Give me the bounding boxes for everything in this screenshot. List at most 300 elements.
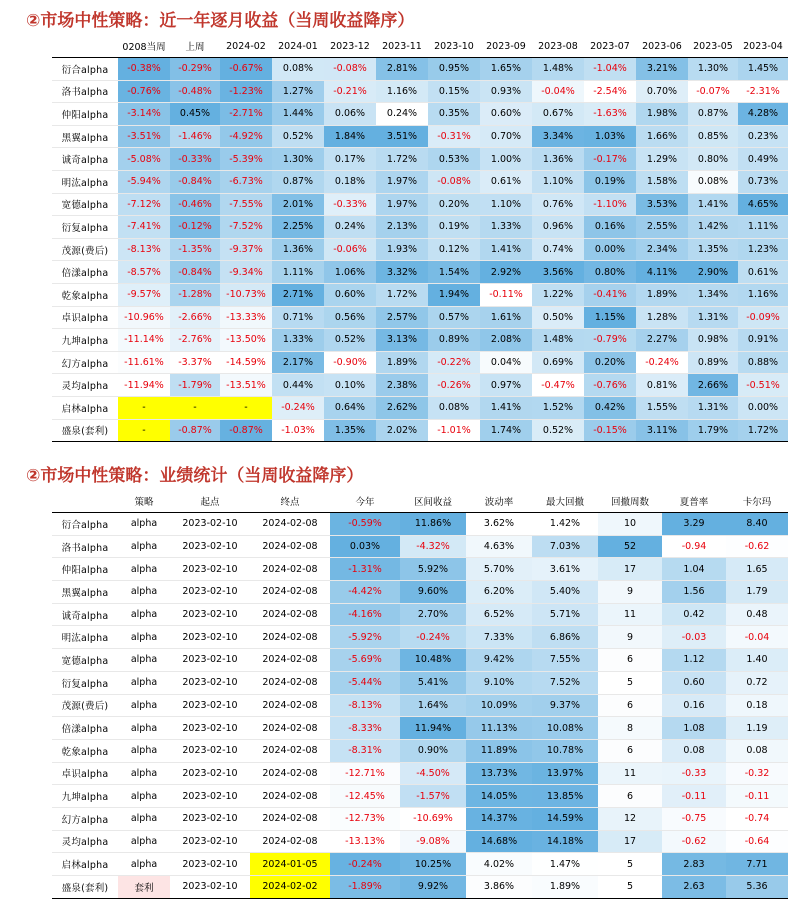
fund-name: 盛泉(套利) bbox=[52, 419, 118, 442]
table-cell: alpha bbox=[118, 558, 170, 581]
table-cell: 1.54% bbox=[428, 261, 480, 284]
table-cell: 0.24% bbox=[324, 216, 376, 239]
table-cell: 0.87% bbox=[272, 170, 324, 193]
table-cell: 0.45% bbox=[170, 103, 220, 126]
table-cell: 2023-02-10 bbox=[170, 671, 250, 694]
table-cell: -9.57% bbox=[118, 283, 170, 306]
fund-name: 倍漾alpha bbox=[52, 261, 118, 284]
table-cell: 3.51% bbox=[376, 125, 428, 148]
table-cell: 5 bbox=[598, 876, 662, 899]
table-cell: 1.12 bbox=[662, 649, 726, 672]
column-header: 2023-11 bbox=[376, 35, 428, 58]
table-cell: 0.08% bbox=[428, 396, 480, 419]
table-cell: 0.08 bbox=[726, 739, 788, 762]
table-cell: 9 bbox=[598, 626, 662, 649]
table-cell: 1.61% bbox=[480, 306, 532, 329]
table-cell: -0.11 bbox=[726, 785, 788, 808]
table-cell: 2024-02-08 bbox=[250, 649, 330, 672]
table-cell: 0.42 bbox=[662, 603, 726, 626]
table-row bbox=[52, 80, 788, 103]
table-cell: 0.74% bbox=[532, 238, 584, 261]
column-header: 策略 bbox=[118, 490, 170, 513]
column-header: 卡尔玛 bbox=[726, 490, 788, 513]
table-cell: -0.33% bbox=[170, 148, 220, 171]
table-cell: -5.94% bbox=[118, 170, 170, 193]
table-cell: -0.46% bbox=[170, 193, 220, 216]
table-cell: -0.24% bbox=[330, 853, 400, 876]
table-cell: 0.57% bbox=[428, 306, 480, 329]
table-cell: 2.01% bbox=[272, 193, 324, 216]
table-cell: 0.03% bbox=[330, 535, 400, 558]
table-cell: 0.90% bbox=[400, 739, 466, 762]
fund-name: 洛书alpha bbox=[52, 535, 118, 558]
table-cell: 1.33% bbox=[480, 216, 532, 239]
table-row bbox=[52, 148, 788, 171]
table-cell: 0.60 bbox=[662, 671, 726, 694]
column-header: 波动率 bbox=[466, 490, 532, 513]
table-cell: 11.89% bbox=[466, 739, 532, 762]
table-cell: 0.08 bbox=[662, 739, 726, 762]
table-cell: 2024-02-02 bbox=[250, 876, 330, 899]
table-row bbox=[52, 694, 788, 717]
table-cell: 2024-02-08 bbox=[250, 603, 330, 626]
table-cell: 1.72% bbox=[376, 148, 428, 171]
table-cell: -5.08% bbox=[118, 148, 170, 171]
fund-name: 盛泉(套利) bbox=[52, 876, 118, 899]
fund-name: 茂源(费后) bbox=[52, 238, 118, 261]
table-cell: 9 bbox=[598, 581, 662, 604]
table-cell: 10.78% bbox=[532, 739, 598, 762]
table-cell: 2.13% bbox=[376, 216, 428, 239]
table-cell: 7.52% bbox=[532, 671, 598, 694]
table-cell: 17 bbox=[598, 830, 662, 853]
table-cell: -10.73% bbox=[220, 283, 272, 306]
table-cell: 9.10% bbox=[466, 671, 532, 694]
table-cell: 0.76% bbox=[532, 193, 584, 216]
fund-name: 明汯alpha bbox=[52, 170, 118, 193]
table-cell: -8.13% bbox=[118, 238, 170, 261]
table-cell: -1.01% bbox=[428, 419, 480, 442]
table-cell: -10.69% bbox=[400, 807, 466, 830]
table-cell: 2024-02-08 bbox=[250, 671, 330, 694]
column-header: 2023-07 bbox=[584, 35, 636, 58]
table-cell: 1.44% bbox=[272, 103, 324, 126]
fund-name: 卓识alpha bbox=[52, 306, 118, 329]
table-cell: 6 bbox=[598, 649, 662, 672]
table-cell: 3.56% bbox=[532, 261, 584, 284]
fund-name: 乾象alpha bbox=[52, 739, 118, 762]
table-cell: 1.89% bbox=[532, 876, 598, 899]
table-cell: 0.35% bbox=[428, 103, 480, 126]
table-cell: 14.18% bbox=[532, 830, 598, 853]
table-cell: 2024-02-08 bbox=[250, 717, 330, 740]
table-cell: 3.34% bbox=[532, 125, 584, 148]
column-header: 终点 bbox=[250, 490, 330, 513]
table-cell: 5.92% bbox=[400, 558, 466, 581]
table-cell: 1.41% bbox=[688, 193, 738, 216]
column-header: 2023-04 bbox=[738, 35, 788, 58]
table-cell: 2023-02-10 bbox=[170, 853, 250, 876]
table-cell: -4.16% bbox=[330, 603, 400, 626]
table-cell: 3.53% bbox=[636, 193, 688, 216]
table-cell: 0.44% bbox=[272, 374, 324, 397]
table-cell: 4.28% bbox=[738, 103, 788, 126]
table-cell: 2024-02-08 bbox=[250, 694, 330, 717]
column-header: 2023-06 bbox=[636, 35, 688, 58]
table-cell: -0.74 bbox=[726, 807, 788, 830]
fund-name: 衍合alpha bbox=[52, 58, 118, 81]
table-cell: alpha bbox=[118, 513, 170, 536]
table-cell: alpha bbox=[118, 535, 170, 558]
table-cell: 0.89% bbox=[428, 329, 480, 352]
table-cell: 1.64% bbox=[400, 694, 466, 717]
table-cell: 2023-02-10 bbox=[170, 762, 250, 785]
table-cell: 5.40% bbox=[532, 581, 598, 604]
table-cell: -1.28% bbox=[170, 283, 220, 306]
table-cell: 1.48% bbox=[532, 58, 584, 81]
table-row bbox=[52, 103, 788, 126]
table-cell: 0.56% bbox=[324, 306, 376, 329]
table-cell: 14.05% bbox=[466, 785, 532, 808]
fund-name: 九坤alpha bbox=[52, 329, 118, 352]
table-cell: 13.85% bbox=[532, 785, 598, 808]
table-cell: 1.03% bbox=[584, 125, 636, 148]
table-cell: -0.64 bbox=[726, 830, 788, 853]
table-row bbox=[52, 238, 788, 261]
table-cell: 0.69% bbox=[532, 351, 584, 374]
table-cell: -1.57% bbox=[400, 785, 466, 808]
table-cell: 2.90% bbox=[688, 261, 738, 284]
fund-name: 灵均alpha bbox=[52, 374, 118, 397]
table-cell: 14.37% bbox=[466, 807, 532, 830]
table-cell: alpha bbox=[118, 762, 170, 785]
table-cell: 1.11% bbox=[738, 216, 788, 239]
table-cell: -5.39% bbox=[220, 148, 272, 171]
table-cell: 1.65% bbox=[480, 58, 532, 81]
fund-name: 启林alpha bbox=[52, 853, 118, 876]
fund-name: 仲阳alpha bbox=[52, 558, 118, 581]
table-cell: -13.50% bbox=[220, 329, 272, 352]
table-cell: 1.23% bbox=[738, 238, 788, 261]
table-cell: 12 bbox=[598, 807, 662, 830]
column-header: 最大回撤 bbox=[532, 490, 598, 513]
table-cell: 2023-02-10 bbox=[170, 830, 250, 853]
table-cell: -0.76% bbox=[118, 80, 170, 103]
table-cell: -0.32 bbox=[726, 762, 788, 785]
table-cell: 5 bbox=[598, 671, 662, 694]
table-cell: -3.14% bbox=[118, 103, 170, 126]
table-cell: 1.52% bbox=[532, 396, 584, 419]
table-cell: 0.73% bbox=[738, 170, 788, 193]
table-cell: -5.44% bbox=[330, 671, 400, 694]
column-header: 2024-01 bbox=[272, 35, 324, 58]
table-cell: - bbox=[220, 396, 272, 419]
table-cell: 1.72% bbox=[738, 419, 788, 442]
table-row bbox=[52, 283, 788, 306]
table-cell: 6.20% bbox=[466, 581, 532, 604]
table-cell: -10.96% bbox=[118, 306, 170, 329]
table-cell: 1.16% bbox=[376, 80, 428, 103]
table-cell: 0.19% bbox=[428, 216, 480, 239]
table-cell: 1.74% bbox=[480, 419, 532, 442]
table-cell: 1.42% bbox=[688, 216, 738, 239]
table-cell: 17 bbox=[598, 558, 662, 581]
table-cell: 52 bbox=[598, 535, 662, 558]
table-cell: 2.02% bbox=[376, 419, 428, 442]
table-cell: 7.03% bbox=[532, 535, 598, 558]
table-cell: -0.90% bbox=[324, 351, 376, 374]
table-row bbox=[52, 762, 788, 785]
table-cell: -13.33% bbox=[220, 306, 272, 329]
fund-name: 九坤alpha bbox=[52, 785, 118, 808]
table-cell: -4.42% bbox=[330, 581, 400, 604]
table-cell: -0.33% bbox=[324, 193, 376, 216]
column-header: 起点 bbox=[170, 490, 250, 513]
table-cell: alpha bbox=[118, 785, 170, 808]
table-cell: 0.23% bbox=[738, 125, 788, 148]
table1-title: ②市场中性策略：近一年逐月收益（当周收益降序） bbox=[26, 11, 415, 31]
table-cell: 3.13% bbox=[376, 329, 428, 352]
table-cell: -11.94% bbox=[118, 374, 170, 397]
table-cell: 0.16% bbox=[584, 216, 636, 239]
table-cell: 11 bbox=[598, 762, 662, 785]
table-cell: 2024-01-05 bbox=[250, 853, 330, 876]
column-header: 2023-05 bbox=[688, 35, 738, 58]
table-cell: -1.46% bbox=[170, 125, 220, 148]
table-row bbox=[52, 671, 788, 694]
table-header-row bbox=[52, 35, 788, 58]
table-cell: 2.08% bbox=[480, 329, 532, 352]
table-cell: -0.67% bbox=[220, 58, 272, 81]
table-cell: 0.53% bbox=[428, 148, 480, 171]
table-cell: 2023-02-10 bbox=[170, 807, 250, 830]
table-cell: 1.30% bbox=[688, 58, 738, 81]
table-cell: 0.61% bbox=[480, 170, 532, 193]
table-cell: -4.92% bbox=[220, 125, 272, 148]
table-cell: 4.11% bbox=[636, 261, 688, 284]
table-cell: 11.94% bbox=[400, 717, 466, 740]
table-cell: 4.02% bbox=[466, 853, 532, 876]
table-cell: 1.58% bbox=[636, 170, 688, 193]
table-cell: 0.64% bbox=[324, 396, 376, 419]
table-cell: 1.11% bbox=[272, 261, 324, 284]
table-cell: 1.35% bbox=[688, 238, 738, 261]
table-cell: 1.72% bbox=[376, 283, 428, 306]
table-cell: -8.33% bbox=[330, 717, 400, 740]
table-cell: -1.23% bbox=[220, 80, 272, 103]
table-cell: 1.31% bbox=[688, 306, 738, 329]
table-row bbox=[52, 626, 788, 649]
table-cell: 1.97% bbox=[376, 193, 428, 216]
column-header bbox=[52, 490, 118, 513]
table-cell: 5.41% bbox=[400, 671, 466, 694]
table-cell: -13.51% bbox=[220, 374, 272, 397]
table-cell: 2.55% bbox=[636, 216, 688, 239]
table-cell: 2024-02-08 bbox=[250, 558, 330, 581]
table-cell: 0.80% bbox=[584, 261, 636, 284]
table-row bbox=[52, 170, 788, 193]
table-cell: -3.51% bbox=[118, 125, 170, 148]
table-cell: 1.93% bbox=[376, 238, 428, 261]
table-cell: 2024-02-08 bbox=[250, 535, 330, 558]
table-cell: 2023-02-10 bbox=[170, 785, 250, 808]
table-cell: 0.52% bbox=[272, 125, 324, 148]
table-cell: 2.27% bbox=[636, 329, 688, 352]
table-cell: 0.97% bbox=[480, 374, 532, 397]
table-cell: 0.16 bbox=[662, 694, 726, 717]
table-cell: 8.40 bbox=[726, 513, 788, 536]
table-cell: 1.10% bbox=[480, 193, 532, 216]
table-cell: 0.93% bbox=[480, 80, 532, 103]
table-cell: 1.29% bbox=[636, 148, 688, 171]
table-cell: 2024-02-08 bbox=[250, 581, 330, 604]
table-row bbox=[52, 125, 788, 148]
table-cell: -2.31% bbox=[738, 80, 788, 103]
fund-name: 茂源(费后) bbox=[52, 694, 118, 717]
table-cell: -0.03 bbox=[662, 626, 726, 649]
table-cell: 4.63% bbox=[466, 535, 532, 558]
table-cell: 1.56 bbox=[662, 581, 726, 604]
table-cell: 2.63 bbox=[662, 876, 726, 899]
table-cell: 0.87% bbox=[688, 103, 738, 126]
table-cell: 0.42% bbox=[584, 396, 636, 419]
table-cell: 1.89% bbox=[376, 351, 428, 374]
table-cell: -0.04 bbox=[726, 626, 788, 649]
table-cell: 2024-02-08 bbox=[250, 739, 330, 762]
table-cell: 3.29 bbox=[662, 513, 726, 536]
table-cell: -3.37% bbox=[170, 351, 220, 374]
table-cell: 0.08% bbox=[688, 170, 738, 193]
table-cell: -0.51% bbox=[738, 374, 788, 397]
fund-name: 灵均alpha bbox=[52, 830, 118, 853]
table-cell: 10 bbox=[598, 513, 662, 536]
table-cell: -0.11 bbox=[662, 785, 726, 808]
fund-name: 启林alpha bbox=[52, 396, 118, 419]
fund-name: 仲阳alpha bbox=[52, 103, 118, 126]
table-cell: 1.42% bbox=[532, 513, 598, 536]
table-cell: 1.36% bbox=[272, 238, 324, 261]
table-cell: 2024-02-08 bbox=[250, 807, 330, 830]
table-cell: 1.65 bbox=[726, 558, 788, 581]
performance-stats-table bbox=[52, 490, 788, 899]
table-cell: 0.91% bbox=[738, 329, 788, 352]
table-cell: -0.17% bbox=[584, 148, 636, 171]
column-header: 夏普率 bbox=[662, 490, 726, 513]
table-cell: 1.89% bbox=[636, 283, 688, 306]
table-cell: 2023-02-10 bbox=[170, 603, 250, 626]
table-cell: 10.25% bbox=[400, 853, 466, 876]
table-cell: -1.79% bbox=[170, 374, 220, 397]
table-cell: 8 bbox=[598, 717, 662, 740]
column-header: 区间收益 bbox=[400, 490, 466, 513]
table-cell: 0.20% bbox=[428, 193, 480, 216]
table-cell: -1.63% bbox=[584, 103, 636, 126]
table-cell: alpha bbox=[118, 649, 170, 672]
table-cell: 0.50% bbox=[532, 306, 584, 329]
table-cell: -0.41% bbox=[584, 283, 636, 306]
table-cell: 0.20% bbox=[584, 351, 636, 374]
table-cell: 14.68% bbox=[466, 830, 532, 853]
table-cell: -0.59% bbox=[330, 513, 400, 536]
table-cell: alpha bbox=[118, 626, 170, 649]
table-cell: 2023-02-10 bbox=[170, 581, 250, 604]
table-cell: 1.66% bbox=[636, 125, 688, 148]
table-cell: 2.25% bbox=[272, 216, 324, 239]
fund-name: 衍复alpha bbox=[52, 216, 118, 239]
table-cell: 0.67% bbox=[532, 103, 584, 126]
table-row bbox=[52, 193, 788, 216]
table-cell: 1.40 bbox=[726, 649, 788, 672]
table-cell: 2023-02-10 bbox=[170, 558, 250, 581]
table-cell: alpha bbox=[118, 603, 170, 626]
table-cell: 0.52% bbox=[324, 329, 376, 352]
table-cell: -0.87% bbox=[220, 419, 272, 442]
table-cell: -1.35% bbox=[170, 238, 220, 261]
table-cell: -11.61% bbox=[118, 351, 170, 374]
table-cell: 1.97% bbox=[376, 170, 428, 193]
table-cell: -1.89% bbox=[330, 876, 400, 899]
table-cell: -6.73% bbox=[220, 170, 272, 193]
column-header bbox=[52, 35, 118, 58]
table-cell: alpha bbox=[118, 717, 170, 740]
table-cell: 1.04 bbox=[662, 558, 726, 581]
table-cell: 13.73% bbox=[466, 762, 532, 785]
table-row bbox=[52, 351, 788, 374]
table-cell: 9.42% bbox=[466, 649, 532, 672]
table-cell: 7.71 bbox=[726, 853, 788, 876]
table-cell: -0.21% bbox=[324, 80, 376, 103]
table-cell: 0.60% bbox=[480, 103, 532, 126]
table-cell: 0.48 bbox=[726, 603, 788, 626]
table-row bbox=[52, 853, 788, 876]
table-cell: alpha bbox=[118, 739, 170, 762]
table-cell: 3.32% bbox=[376, 261, 428, 284]
table-cell: -0.15% bbox=[584, 419, 636, 442]
table-cell: 3.86% bbox=[466, 876, 532, 899]
table-cell: 1.41% bbox=[480, 238, 532, 261]
table-row bbox=[52, 261, 788, 284]
table-cell: -0.38% bbox=[118, 58, 170, 81]
fund-name: 倍漾alpha bbox=[52, 717, 118, 740]
table-cell: 1.45% bbox=[738, 58, 788, 81]
table-row bbox=[52, 876, 788, 899]
table-cell: -2.71% bbox=[220, 103, 272, 126]
table-row bbox=[52, 830, 788, 853]
table-cell: 0.89% bbox=[688, 351, 738, 374]
table-cell: 5.71% bbox=[532, 603, 598, 626]
table-cell: -13.13% bbox=[330, 830, 400, 853]
table-cell: -0.11% bbox=[480, 283, 532, 306]
column-header: 2024-02 bbox=[220, 35, 272, 58]
table-cell: 2023-02-10 bbox=[170, 876, 250, 899]
table-cell: 1.30% bbox=[272, 148, 324, 171]
table-cell: -0.04% bbox=[532, 80, 584, 103]
table-cell: 13.97% bbox=[532, 762, 598, 785]
table-cell: 2.71% bbox=[272, 283, 324, 306]
table-cell: 2.70% bbox=[400, 603, 466, 626]
table-cell: 0.96% bbox=[532, 216, 584, 239]
fund-name: 明汯alpha bbox=[52, 626, 118, 649]
fund-name: 黑翼alpha bbox=[52, 581, 118, 604]
fund-name: 乾象alpha bbox=[52, 283, 118, 306]
table-cell: -4.50% bbox=[400, 762, 466, 785]
table-row bbox=[52, 396, 788, 419]
fund-name: 幻方alpha bbox=[52, 807, 118, 830]
table-cell: 2023-02-10 bbox=[170, 513, 250, 536]
table-cell: 5.36 bbox=[726, 876, 788, 899]
table-cell: 1.36% bbox=[532, 148, 584, 171]
table-cell: -0.08% bbox=[428, 170, 480, 193]
